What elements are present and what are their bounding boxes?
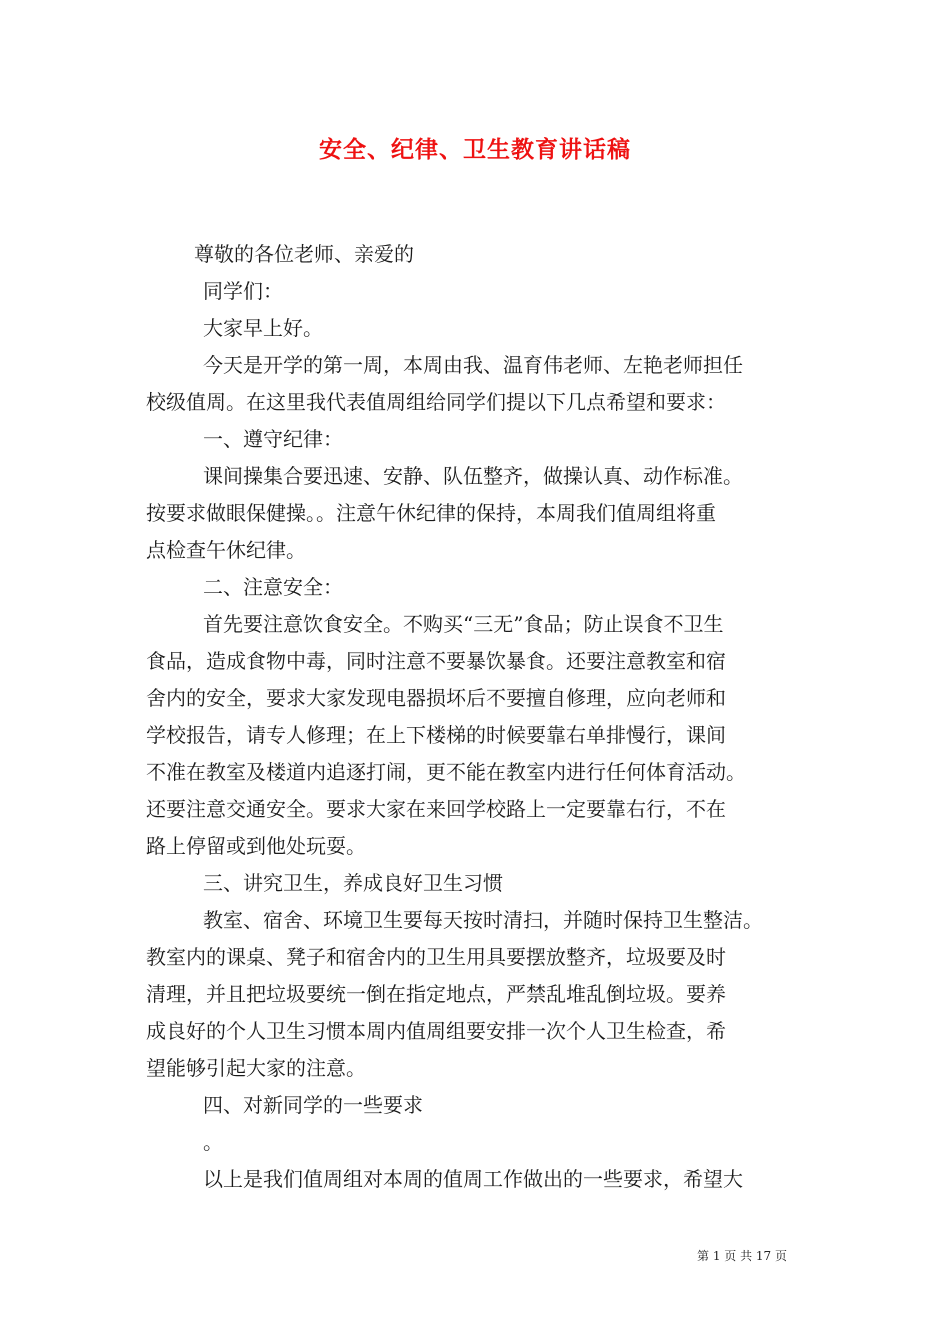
paragraph-line: 学校报告，请专人修理；在上下楼梯的时候要靠右单排慢行，课间: [146, 723, 726, 747]
paragraph-line: 食品，造成食物中毒，同时注意不要暴饮暴食。还要注意教室和宿: [146, 649, 726, 673]
paragraph-line: 教室、宿舍、环境卫生要每天按时清扫，并随时保持卫生整洁。: [203, 908, 763, 932]
document-title: 安全、纪律、卫生教育讲话稿: [319, 136, 631, 163]
paragraph-line: 教室内的课桌、凳子和宿舍内的卫生用具要摆放整齐，垃圾要及时: [146, 945, 726, 969]
paragraph-line: 校级值周。在这里我代表值周组给同学们提以下几点希望和要求：: [146, 390, 726, 414]
paragraph-line: 点检查午休纪律。: [146, 538, 306, 562]
section-heading: 四、对新同学的一些要求: [203, 1093, 423, 1117]
paragraph-line: 首先要注意饮食安全。不购买“三无”食品；防止误食不卫生: [203, 612, 724, 636]
paragraph-line: 望能够引起大家的注意。: [146, 1056, 366, 1080]
paragraph-line: 舍内的安全，要求大家发现电器损坏后不要擅自修理，应向老师和: [146, 686, 726, 710]
section-heading: 三、讲究卫生，养成良好卫生习惯: [203, 871, 503, 895]
paragraph-line: 以上是我们值周组对本周的值周工作做出的一些要求，希望大: [203, 1167, 743, 1191]
page-number: 第 1 页 共 17 页: [697, 1249, 787, 1263]
paragraph-line: 不准在教室及楼道内追逐打闹，更不能在教室内进行任何体育活动。: [146, 760, 746, 784]
paragraph-line: 路上停留或到他处玩耍。: [146, 834, 366, 858]
paragraph-line: 清理，并且把垃圾要统一倒在指定地点，严禁乱堆乱倒垃圾。要养: [146, 982, 726, 1006]
paragraph-line: 成良好的个人卫生习惯本周内值周组要安排一次个人卫生检查，希: [146, 1019, 726, 1043]
paragraph-line: 课间操集合要迅速、安静、队伍整齐，做操认真、动作标准。: [203, 464, 743, 488]
paragraph-line: 按要求做眼保健操。。注意午休纪律的保持，本周我们值周组将重: [146, 501, 716, 525]
paragraph-line: 。: [203, 1130, 223, 1154]
section-heading: 二、注意安全：: [203, 575, 343, 599]
greeting-line: 大家早上好。: [203, 316, 323, 340]
document-body: [146, 236, 814, 1198]
section-heading: 一、遵守纪律：: [203, 427, 343, 451]
salutation-line: 同学们：: [203, 279, 283, 303]
paragraph-line: 还要注意交通安全。要求大家在来回学校路上一定要靠右行，不在: [146, 797, 726, 821]
salutation-line: 尊敬的各位老师、亲爱的: [194, 242, 414, 266]
paragraph-line: 今天是开学的第一周，本周由我、温育伟老师、左艳老师担任: [203, 353, 743, 377]
